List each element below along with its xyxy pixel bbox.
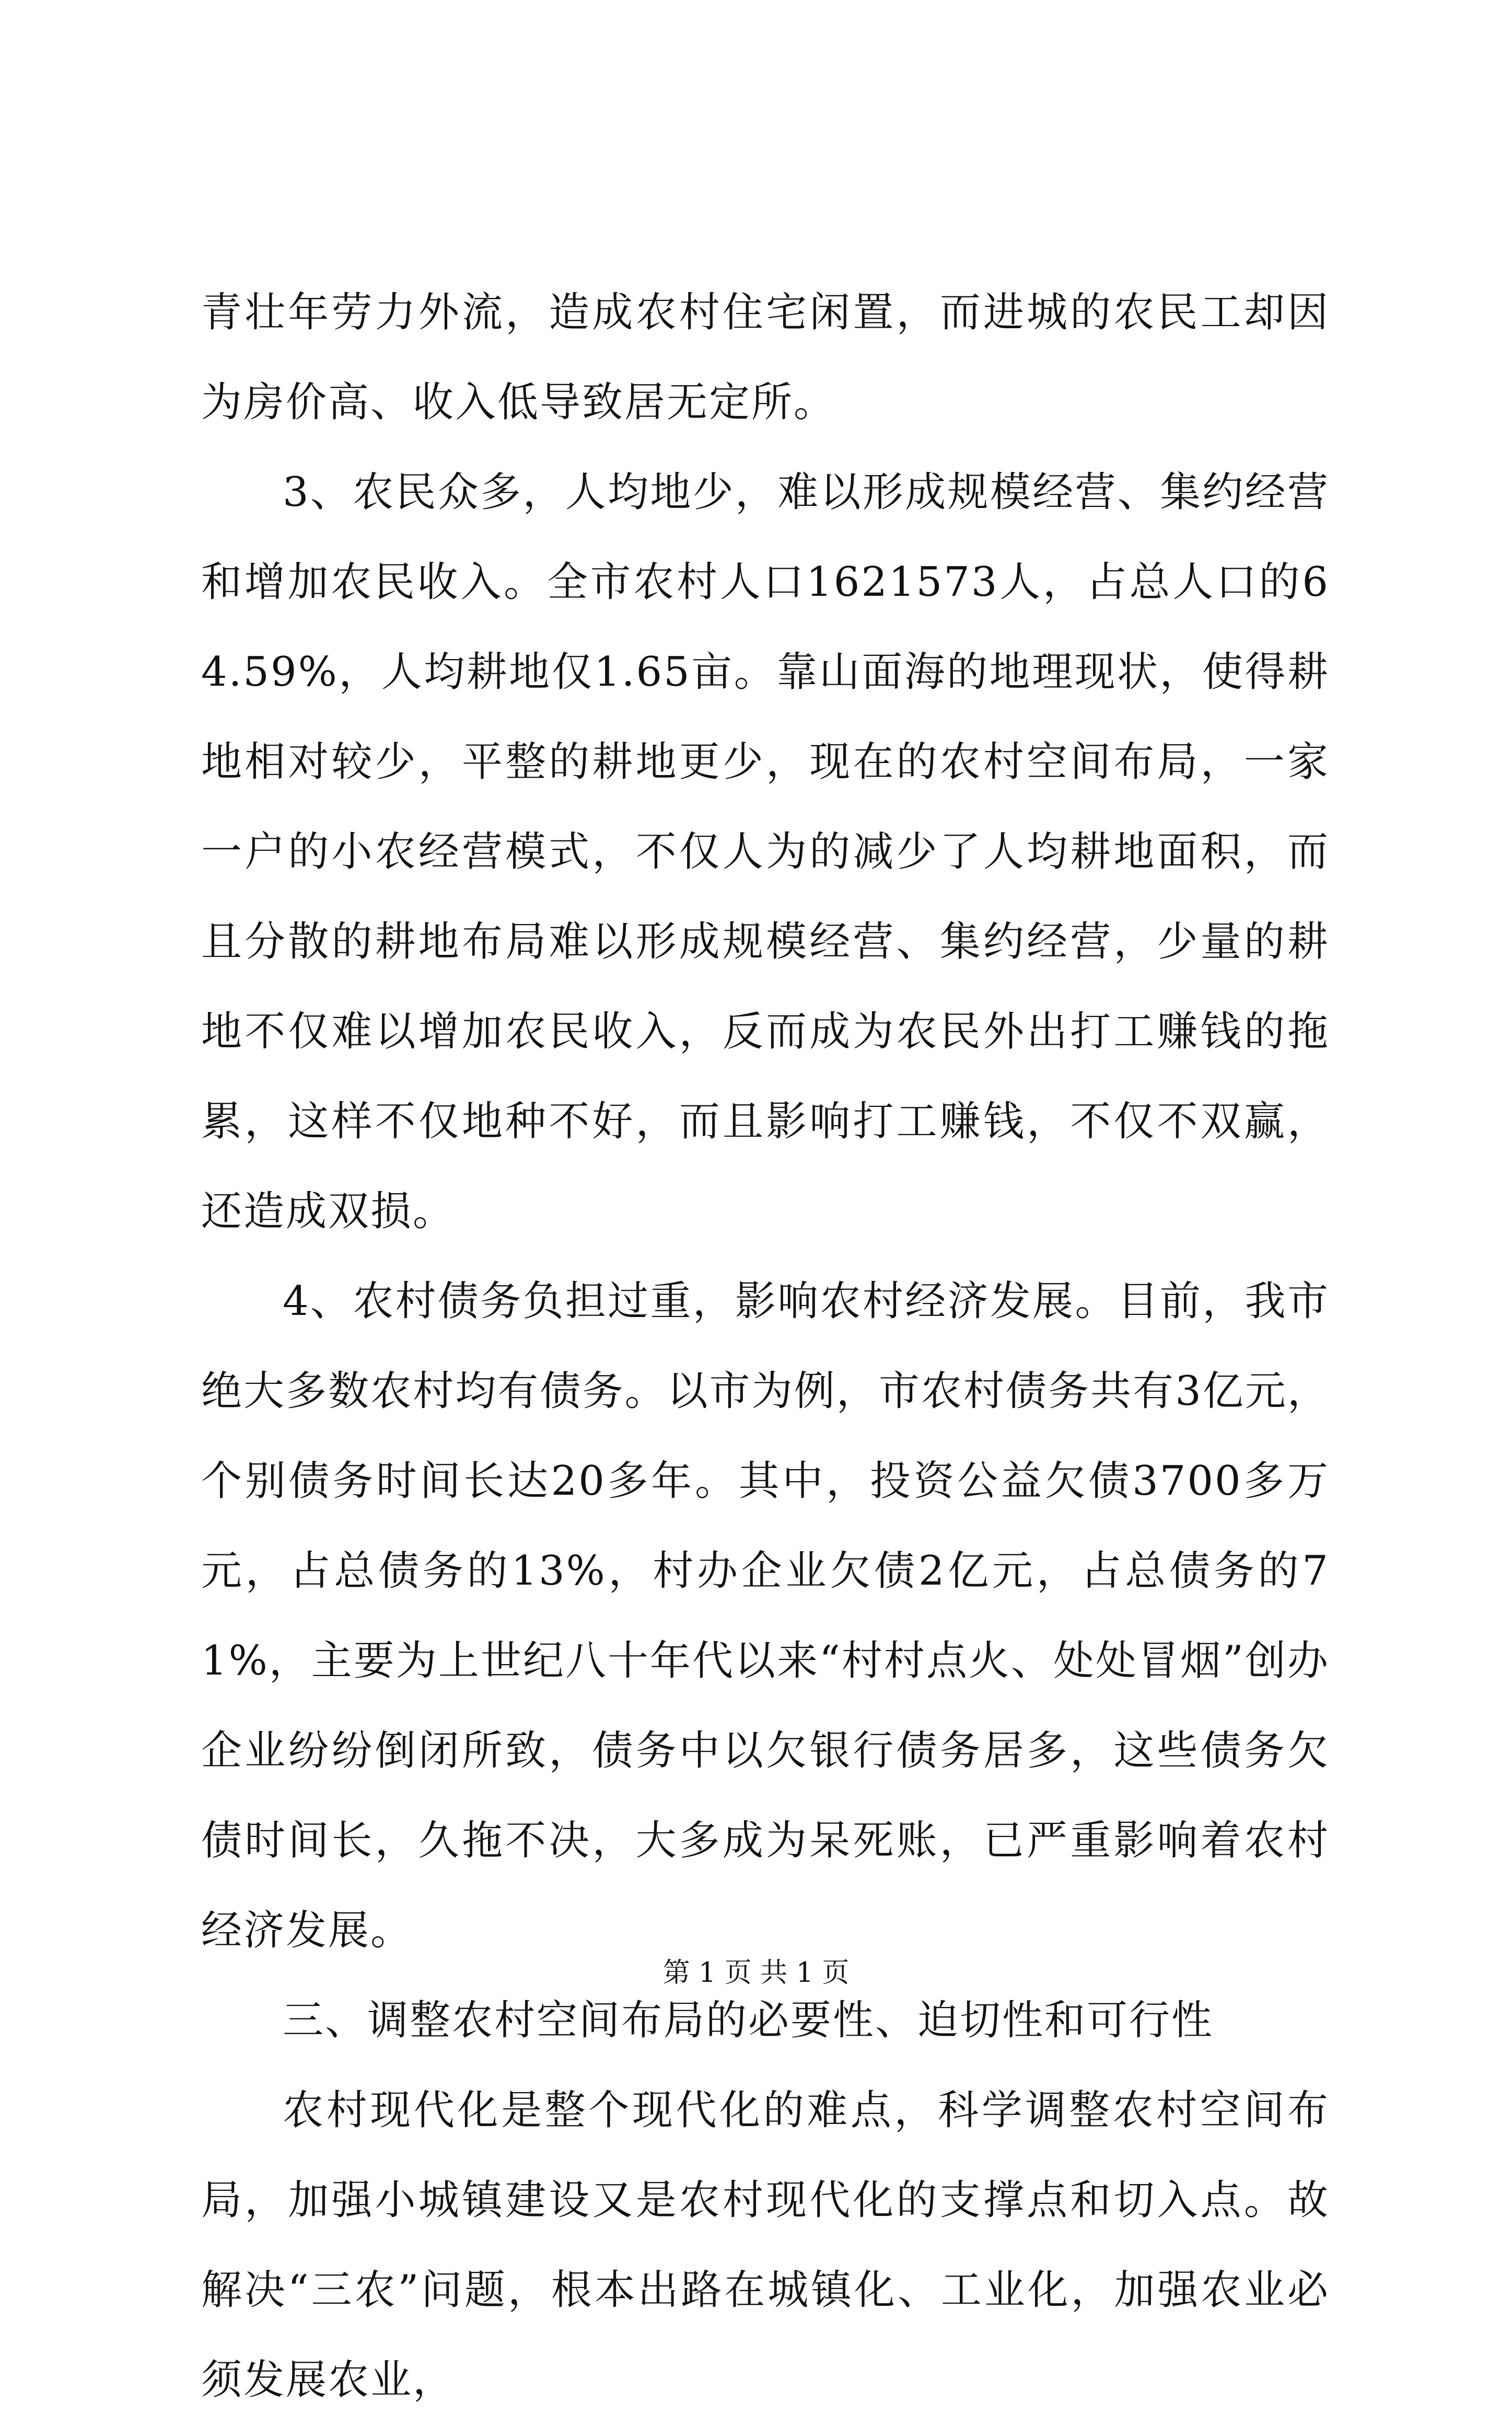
- paragraph-modernization: 农村现代化是整个现代化的难点，科学调整农村空间布局，加强小城镇建设又是农村现代化的支撑点和切入点。故解决“三农”问题，根本出路在城镇化、工业化，加强农业必须发展农业，: [201, 2087, 1330, 2404]
- paragraph-3-farmers: 3、农民众多，人均地少，难以形成规模经营、集约经营和增加农民收入。全市农村人口1621573人，占总人口的64.59%，人均耕地仅1.65亩。靠山面海的地理现状，使得耕地相对较少，平整的耕地更少，现在的农村空间布局，一家一户的小农经营模式，不仅人为的减少了人均耕地面积，而且分散的耕地布局难以形成规模经营、集约经营，少量的耕地不仅难以增加农民收入，反而成为农民外出打工赚钱的拖累，这样不仅地种不好，而且影响打工赚钱，不仅不双赢，还造成双损。: [201, 469, 1330, 1235]
- page-footer: 第 1 页 共 1 页: [662, 1957, 850, 1989]
- paragraph-continuation: 青壮年劳力外流，造成农村住宅闲置，而进城的农民工却因为房价高、收入低导致居无定所。: [201, 289, 1330, 426]
- document-body: [201, 268, 1330, 2425]
- section-heading: 三、调整农村空间布局的必要性、迫切性和可行性: [283, 1997, 1214, 2044]
- paragraph-4-debt: 4、农村债务负担过重，影响农村经济发展。目前，我市绝大多数农村均有债务。以市为例，市农村债务共有3亿元，个别债务时间长达20多年。其中，投资公益欠债3700多万元，占总债务的13%，村办企业欠债2亿元，占总债务的71%，主要为上世纪八十年代以来“村村点火、处处冒烟”创办企业纷纷倒闭所致，债务中以欠银行债务居多，这些债务欠债时间长，久拖不决，大多成为呆死账，已严重影响着农村经济发展。: [201, 1278, 1330, 1954]
